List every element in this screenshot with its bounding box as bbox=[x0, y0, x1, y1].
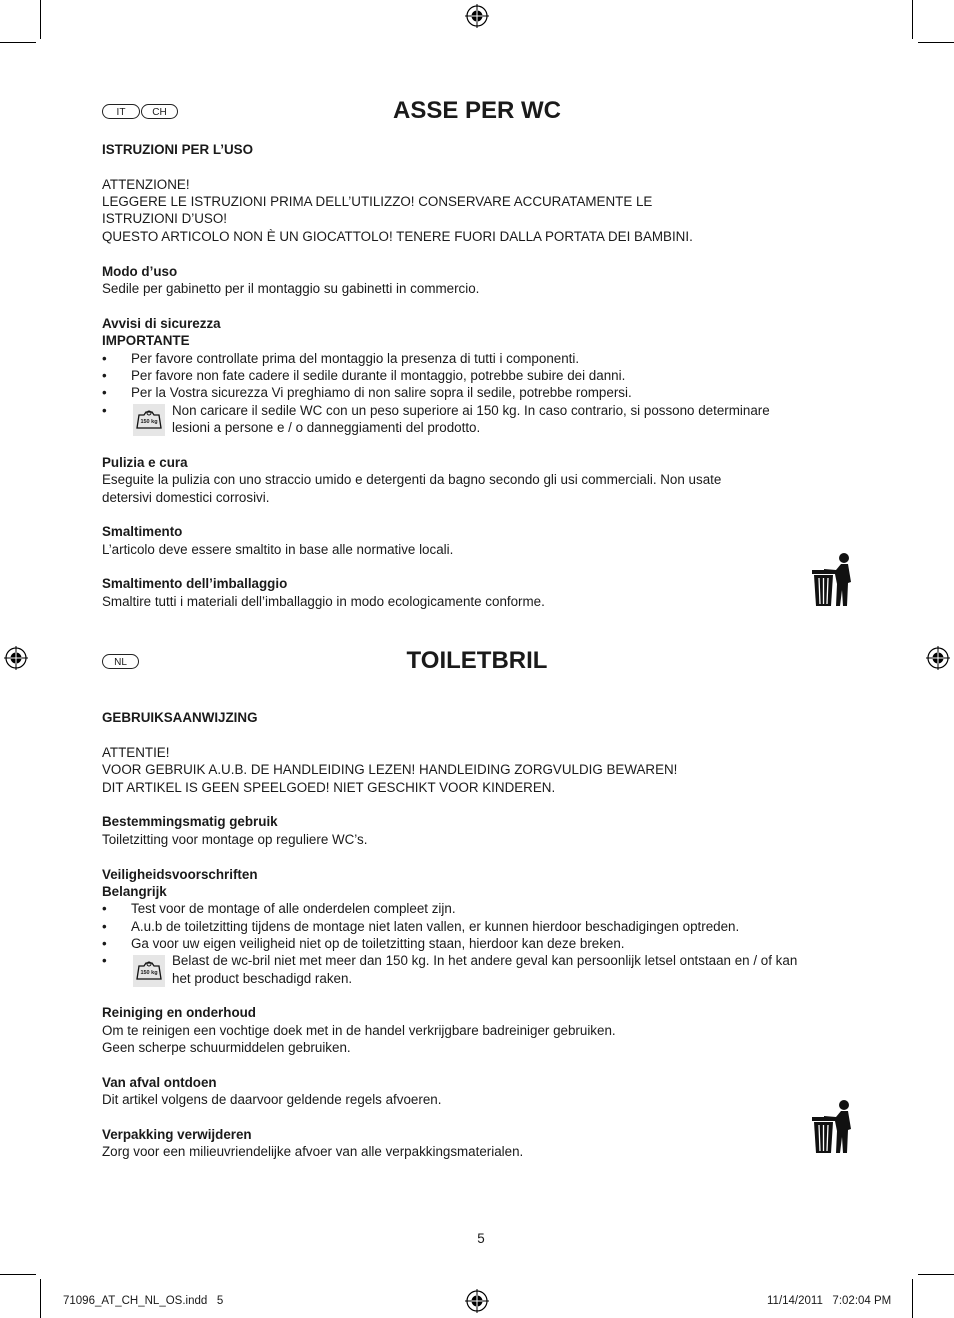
care-line: Geen scherpe schuurmiddelen gebruiken. bbox=[102, 1040, 351, 1055]
safety-heading: Veiligheidsvoorschriften bbox=[102, 867, 258, 882]
bullet-marker: • bbox=[102, 385, 107, 400]
care-line: Om te reinigen een vochtige doek met in de handel verkrijgbare badreiniger gebruiken. bbox=[102, 1023, 616, 1038]
section-title-it: ASSE PER WC bbox=[392, 97, 562, 124]
care-line: detersivi domestici corrosivi. bbox=[102, 490, 270, 505]
weight-warning-line: Belast de wc-bril niet met meer dan 150 kg. In het andere geval kan persoonlijk letsel ontstaan en / of kan bbox=[172, 953, 798, 968]
instructions-heading: ISTRUZIONI PER L’USO bbox=[102, 142, 254, 157]
weight-limit-label: 150 kg bbox=[140, 970, 158, 976]
weight-warning-line: lesioni a persone e / o danneggiamenti del prodotto. bbox=[172, 420, 481, 435]
language-badge-ch: CH bbox=[141, 104, 178, 119]
crop-mark bbox=[912, 1279, 913, 1318]
section-title-nl: TOILETBRIL bbox=[406, 647, 548, 674]
language-badge-it: IT bbox=[102, 104, 140, 119]
disposal-heading: Van afval ontdoen bbox=[102, 1075, 217, 1090]
weight-limit-icon bbox=[133, 955, 165, 987]
crop-mark bbox=[918, 1274, 954, 1275]
bullet-marker: • bbox=[102, 919, 107, 934]
safety-bullet: Per la Vostra sicurezza Vi preghiamo di non salire sopra il sedile, potrebbe rompersi. bbox=[131, 385, 632, 400]
use-heading: Bestemmingsmatig gebruik bbox=[102, 814, 278, 829]
crop-mark bbox=[40, 1279, 41, 1318]
weight-warning-line: het product beschadigd raken. bbox=[172, 971, 353, 986]
bullet-marker: • bbox=[102, 901, 107, 916]
footer-file-name: 71096_AT_CH_NL_OS.indd 5 bbox=[63, 1295, 224, 1307]
use-heading: Modo d’uso bbox=[102, 264, 178, 279]
safety-bullet: Per favore non fate cadere il sedile durante il montaggio, potrebbe subire dei danni. bbox=[131, 368, 626, 383]
crop-mark bbox=[0, 1274, 36, 1275]
warning-line: DIT ARTIKEL IS GEEN SPEELGOED! NIET GESCHIKT VOOR KINDEREN. bbox=[102, 780, 556, 795]
care-line: Eseguite la pulizia con uno straccio umido e detergenti da bagno secondo gli usi commerciali. Non usate bbox=[102, 472, 722, 487]
disposal-text: L’articolo deve essere smaltito in base alle normative locali. bbox=[102, 542, 454, 557]
crop-mark bbox=[0, 42, 36, 43]
packaging-text: Zorg voor een milieuvriendelijke afvoer van alle verpakkingsmaterialen. bbox=[102, 1144, 524, 1159]
packaging-text: Smaltire tutti i materiali dell’imballaggio in modo ecologicamente conforme. bbox=[102, 594, 545, 609]
warning-line: ATTENTIE! bbox=[102, 745, 170, 760]
recycle-bin-person-icon bbox=[810, 552, 854, 608]
safety-heading: Avvisi di sicurezza bbox=[102, 316, 221, 331]
recycle-bin-person-icon bbox=[810, 1099, 854, 1155]
care-heading: Reiniging en onderhoud bbox=[102, 1005, 256, 1020]
weight-limit-label: 150 kg bbox=[140, 419, 158, 425]
language-badge-nl: NL bbox=[102, 654, 139, 669]
safety-bullet: Test voor de montage of alle onderdelen compleet zijn. bbox=[131, 901, 456, 916]
safety-subheading: Belangrijk bbox=[102, 884, 167, 899]
bullet-marker: • bbox=[102, 953, 107, 968]
warning-line: LEGGERE LE ISTRUZIONI PRIMA DELL’UTILIZZO! CONSERVARE ACCURATAMENTE LE bbox=[102, 194, 653, 209]
use-text: Toiletzitting voor montage op reguliere WC’s. bbox=[102, 832, 368, 847]
use-text: Sedile per gabinetto per il montaggio su gabinetti in commercio. bbox=[102, 281, 480, 296]
safety-bullet: Per favore controllate prima del montaggio la presenza di tutti i componenti. bbox=[131, 351, 580, 366]
weight-warning-line: Non caricare il sedile WC con un peso superiore ai 150 kg. In caso contrario, si possono determinare bbox=[172, 403, 770, 418]
bullet-marker: • bbox=[102, 351, 107, 366]
disposal-heading: Smaltimento bbox=[102, 524, 183, 539]
care-heading: Pulizia e cura bbox=[102, 455, 188, 470]
registration-mark-icon bbox=[465, 4, 489, 28]
packaging-heading: Smaltimento dell’imballaggio bbox=[102, 576, 288, 591]
crop-mark bbox=[40, 0, 41, 39]
crop-mark bbox=[918, 42, 954, 43]
safety-subheading: IMPORTANTE bbox=[102, 333, 190, 348]
packaging-heading: Verpakking verwijderen bbox=[102, 1127, 252, 1142]
warning-line: QUESTO ARTICOLO NON È UN GIOCATTOLO! TENERE FUORI DALLA PORTATA DEI BAMBINI. bbox=[102, 229, 693, 244]
warning-line: ISTRUZIONI D’USO! bbox=[102, 211, 227, 226]
safety-bullet: A.u.b de toiletzitting tijdens de montage niet laten vallen, er kunnen hierdoor beschadigingen optreden. bbox=[131, 919, 740, 934]
bullet-marker: • bbox=[102, 403, 107, 418]
bullet-marker: • bbox=[102, 936, 107, 951]
footer-timestamp: 11/14/2011 7:02:04 PM bbox=[767, 1295, 892, 1307]
registration-mark-icon bbox=[465, 1289, 489, 1313]
instructions-heading: GEBRUIKSAANWIJZING bbox=[102, 710, 258, 725]
bullet-marker: • bbox=[102, 368, 107, 383]
weight-limit-icon bbox=[133, 404, 165, 436]
warning-line: VOOR GEBRUIK A.U.B. DE HANDLEIDING LEZEN! HANDLEIDING ZORGVULDIG BEWAREN! bbox=[102, 762, 678, 777]
page-number: 5 bbox=[477, 1231, 485, 1246]
warning-line: ATTENZIONE! bbox=[102, 177, 190, 192]
disposal-text: Dit artikel volgens de daarvoor geldende regels afvoeren. bbox=[102, 1092, 442, 1107]
crop-mark bbox=[912, 0, 913, 39]
safety-bullet: Ga voor uw eigen veiligheid niet op de toiletzitting staan, hierdoor kan deze breken. bbox=[131, 936, 625, 951]
